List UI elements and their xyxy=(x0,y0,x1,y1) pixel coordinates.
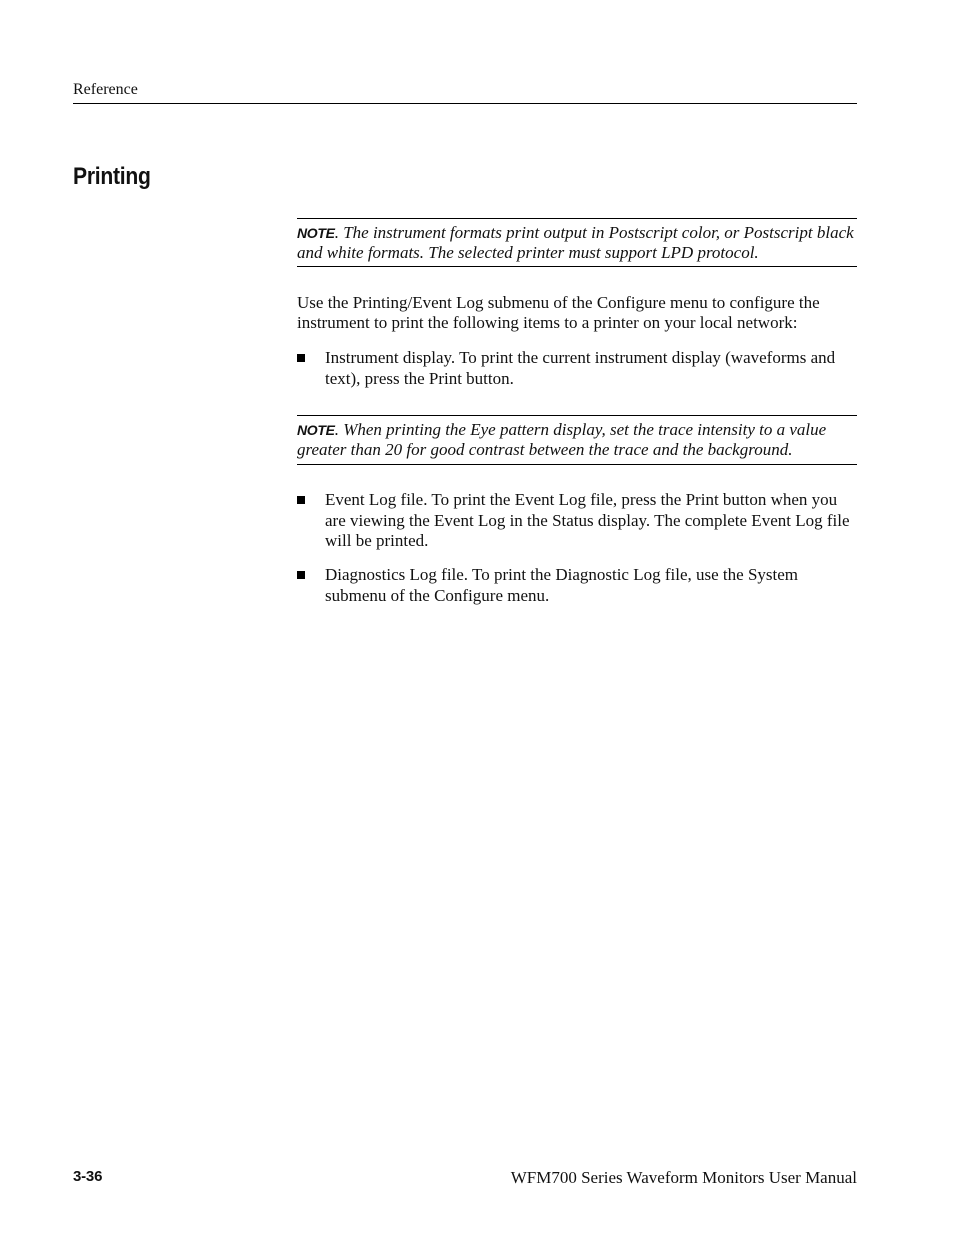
note-box xyxy=(297,218,857,267)
list-item-text: Event Log file. To print the Event Log file, press the Print button when you are viewing the Event Log in the Status display. The complete Event Log file will be printed. xyxy=(325,490,850,550)
section-title: Printing xyxy=(73,163,151,190)
note-label: NOTE xyxy=(297,225,335,241)
header-divider xyxy=(73,103,857,104)
running-header: Reference xyxy=(73,81,138,98)
bullet-square-icon xyxy=(297,571,305,579)
intro-paragraph: Use the Printing/Event Log submenu of the Configure menu to configure the instrument to print the following items to a printer on your local network: xyxy=(297,293,820,332)
note-box xyxy=(297,415,857,465)
note-text: . The instrument formats print output in Postscript color, or Postscript black and white formats. The selected printer must support LPD protocol. xyxy=(297,223,854,262)
list-item xyxy=(297,348,862,389)
note-label: NOTE xyxy=(297,422,335,438)
list-item xyxy=(297,565,862,606)
list-item-text: Instrument display. To print the current instrument display (waveforms and text), press the Print button. xyxy=(325,348,836,388)
bullet-square-icon xyxy=(297,354,305,362)
list-item xyxy=(297,490,862,552)
bullet-square-icon xyxy=(297,496,305,504)
note-text: . When printing the Eye pattern display, set the trace intensity to a value greater than 20 for good contrast between the trace and the background. xyxy=(297,420,827,459)
list-item-text: Diagnostics Log file. To print the Diagnostic Log file, use the System submenu of the Configure menu. xyxy=(325,565,799,605)
manual-title: WFM700 Series Waveform Monitors User Manual xyxy=(510,1168,857,1187)
page-number: 3-36 xyxy=(73,1168,103,1185)
